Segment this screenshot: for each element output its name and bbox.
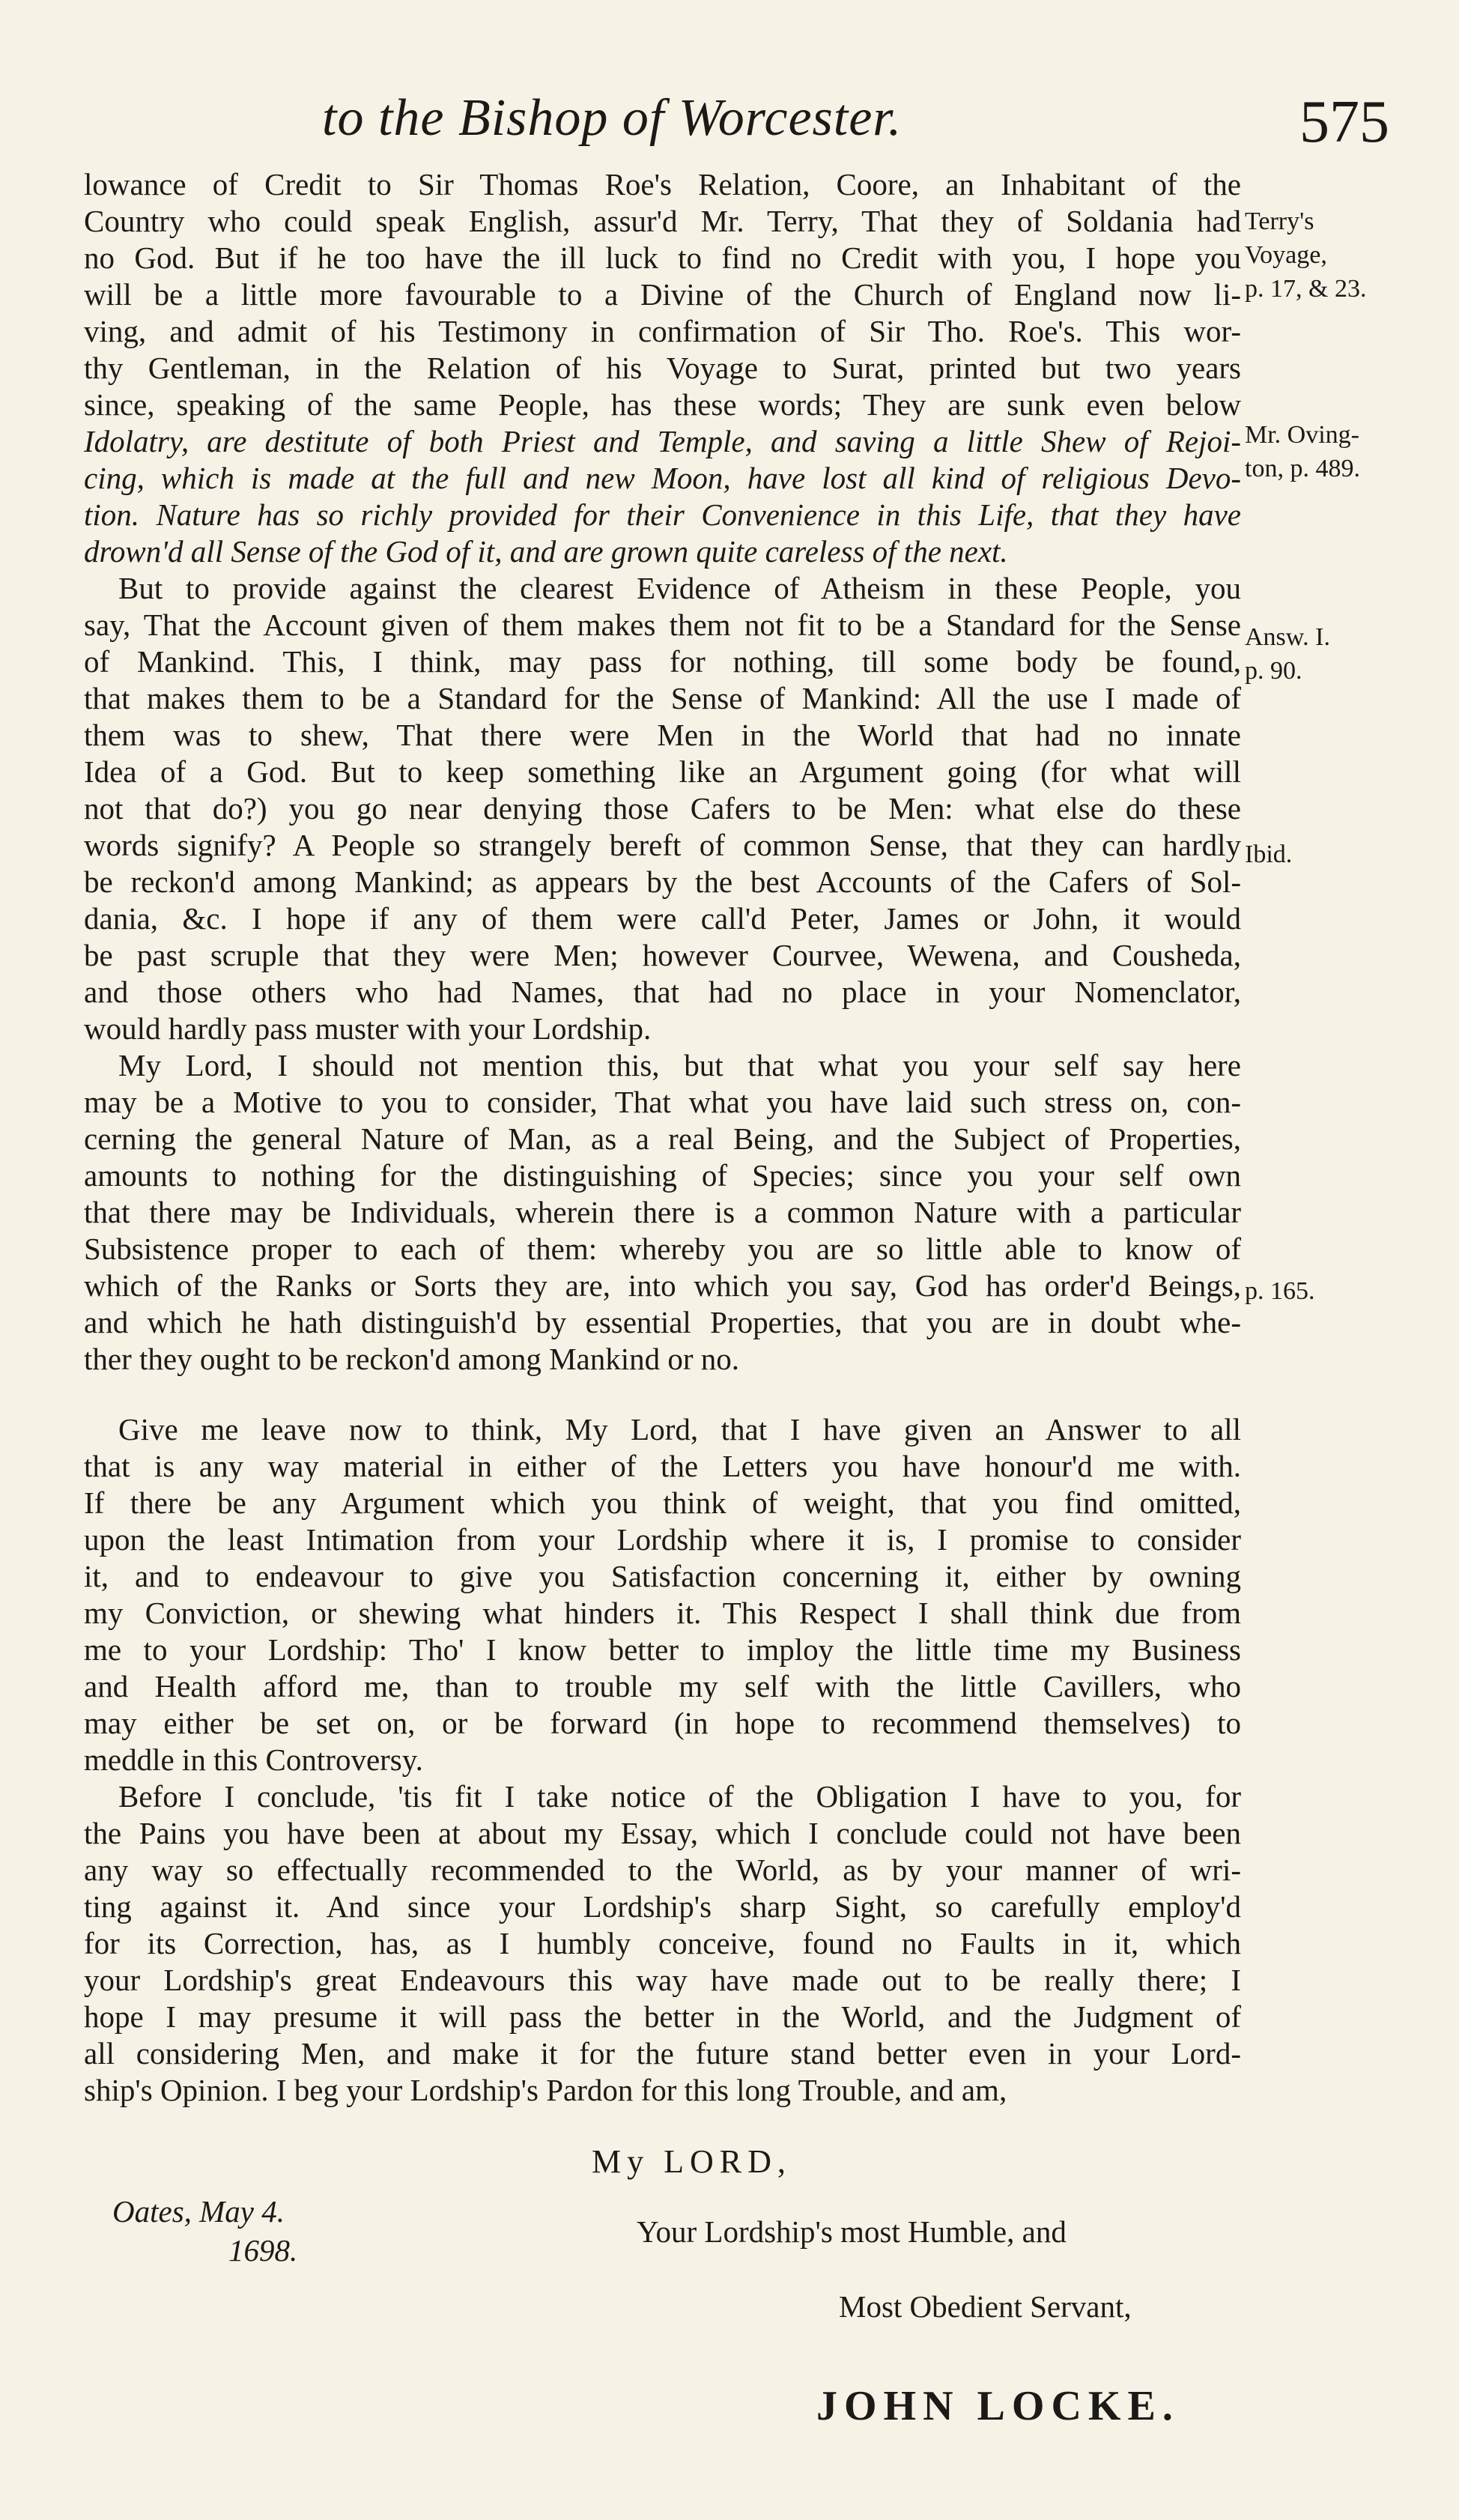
text-line: But to provide against the clearest Evidence of Atheism in these People, you — [118, 571, 1241, 605]
text-line: them was to shew, That there were Men in the World that had no innate — [84, 718, 1241, 752]
text-line: the Pains you have been at about my Essay, which I conclude could not have been — [84, 1816, 1241, 1850]
margin-note: p. 17, & 23. — [1245, 275, 1367, 303]
text-line: all considering Men, and make it for the future stand better even in your Lord- — [84, 2036, 1241, 2071]
text-line: would hardly pass muster with your Lordship. — [84, 1011, 652, 1046]
margin-note: p. 90. — [1245, 657, 1302, 685]
text-line: that makes them to be a Standard for the Sense of Mankind: All the use I made of — [84, 681, 1241, 715]
text-line: be past scruple that they were Men; however Courvee, Wewena, and Cousheda, — [84, 938, 1241, 972]
text-line: for its Correction, has, as I humbly conceive, found no Faults in it, which — [84, 1926, 1241, 1960]
text-line: ting against it. And since your Lordship's sharp Sight, so carefully employ'd — [84, 1889, 1241, 1924]
text-line: and Health afford me, than to trouble my self with the little Cavillers, who — [84, 1669, 1241, 1703]
text-line: hope I may presume it will pass the better in the World, and the Judgment of — [84, 1999, 1241, 2034]
text-line: and which he hath distinguish'd by essential Properties, that you are in doubt whe- — [84, 1305, 1241, 1339]
text-line: not that do?) you go near denying those Cafers to be Men: what else do these — [84, 791, 1241, 826]
text-line: thy Gentleman, in the Relation of his Voyage to Surat, printed but two years — [84, 351, 1241, 385]
text-line: no God. But if he too have the ill luck to find no Credit with you, I hope you — [84, 240, 1241, 275]
text-line: ship's Opinion. I beg your Lordship's Pardon for this long Trouble, and am, — [84, 2073, 1007, 2107]
text-line: will be a little more favourable to a Divine of the Church of England now li- — [84, 277, 1241, 312]
text-line: lowance of Credit to Sir Thomas Roe's Relation, Coore, an Inhabitant of the — [84, 167, 1241, 202]
text-line: of Mankind. This, I think, may pass for nothing, till some body be found, — [84, 644, 1241, 679]
salutation: My LORD, — [592, 2143, 792, 2180]
margin-note: ton, p. 489. — [1245, 455, 1360, 482]
text-line: and those others who had Names, that had no place in your Nomenclator, — [84, 975, 1241, 1009]
text-line: may be a Motive to you to consider, That what you have laid such stress on, con- — [84, 1085, 1241, 1119]
text-line: My Lord, I should not mention this, but that what you your self say here — [118, 1048, 1241, 1082]
text-line: If there be any Argument which you think of weight, that you find omitted, — [84, 1485, 1241, 1520]
margin-note: Terry's — [1245, 208, 1314, 235]
margin-note: Answ. I. — [1245, 623, 1330, 651]
text-line: ther they ought to be reckon'd among Mankind or no. — [84, 1342, 740, 1376]
text-line: dania, &c. I hope if any of them were call'd Peter, James or John, it would — [84, 901, 1241, 936]
text-line: it, and to endeavour to give you Satisfaction concerning it, either by owning — [84, 1559, 1241, 1593]
signature: JOHN LOCKE. — [816, 2383, 1180, 2429]
date-year: 1698. — [228, 2233, 298, 2268]
place-date: Oates, May 4. — [112, 2194, 285, 2229]
text-line: your Lordship's great Endeavours this way have made out to be really there; I — [84, 1963, 1241, 1997]
text-line: cing, which is made at the full and new Moon, have lost all kind of religious Devo- — [84, 461, 1241, 495]
text-line: Before I conclude, 'tis fit I take notice of the Obligation I have to you, for — [118, 1779, 1241, 1814]
margin-note: Voyage, — [1245, 241, 1327, 269]
text-line: amounts to nothing for the distinguishing of Species; since you your self own — [84, 1158, 1241, 1193]
running-title: to the Bishop of Worcester. — [322, 89, 903, 147]
page-number: 575 — [1299, 89, 1389, 155]
text-line: ving, and admit of his Testimony in confirmation of Sir Tho. Roe's. This wor- — [84, 314, 1241, 348]
text-line: say, That the Account given of them makes them not fit to be a Standard for the Sense — [84, 608, 1241, 642]
text-line: meddle in this Controversy. — [84, 1742, 423, 1777]
text-line: drown'd all Sense of the God of it, and are grown quite careless of the next. — [84, 534, 1008, 569]
text-line: tion. Nature has so richly provided for their Convenience in this Life, that they have — [84, 497, 1241, 532]
text-line: be reckon'd among Mankind; as appears by the best Accounts of the Cafers of Sol- — [84, 864, 1241, 899]
text-line: me to your Lordship: Tho' I know better to imploy the little time my Business — [84, 1632, 1241, 1667]
valediction-line: Your Lordship's most Humble, and — [637, 2214, 1067, 2249]
text-line: words signify? A People so strangely bereft of common Sense, that they can hardly — [84, 828, 1241, 862]
text-line: Give me leave now to think, My Lord, that I have given an Answer to all — [118, 1412, 1241, 1447]
text-line: that there may be Individuals, wherein there is a common Nature with a particular — [84, 1195, 1241, 1229]
text-line: upon the least Intimation from your Lordship where it is, I promise to consider — [84, 1522, 1241, 1557]
text-line: may either be set on, or be forward (in hope to recommend themselves) to — [84, 1706, 1241, 1740]
valediction-line: Most Obedient Servant, — [839, 2289, 1132, 2324]
margin-note: Mr. Oving- — [1245, 421, 1359, 449]
text-line: Country who could speak English, assur'd Mr. Terry, That they of Soldania had — [84, 204, 1241, 238]
text-line: cerning the general Nature of Man, as a real Being, and the Subject of Properties, — [84, 1121, 1241, 1156]
text-line: Idolatry, are destitute of both Priest and Temple, and saving a little Shew of Rejoi- — [84, 424, 1241, 458]
text-line: any way so effectually recommended to the World, as by your manner of wri- — [84, 1853, 1241, 1887]
text-line: which of the Ranks or Sorts they are, into which you say, God has order'd Beings, — [84, 1268, 1241, 1303]
text-line: my Conviction, or shewing what hinders it. This Respect I shall think due from — [84, 1596, 1241, 1630]
margin-note: p. 165. — [1245, 1277, 1315, 1305]
text-line: that is any way material in either of the Letters you have honour'd me with. — [84, 1449, 1241, 1483]
text-line: Idea of a God. But to keep something like an Argument going (for what will — [84, 754, 1241, 789]
margin-note: Ibid. — [1245, 840, 1293, 868]
text-line: since, speaking of the same People, has these words; They are sunk even below — [84, 387, 1241, 422]
text-line: Subsistence proper to each of them: whereby you are so little able to know of — [84, 1232, 1241, 1266]
